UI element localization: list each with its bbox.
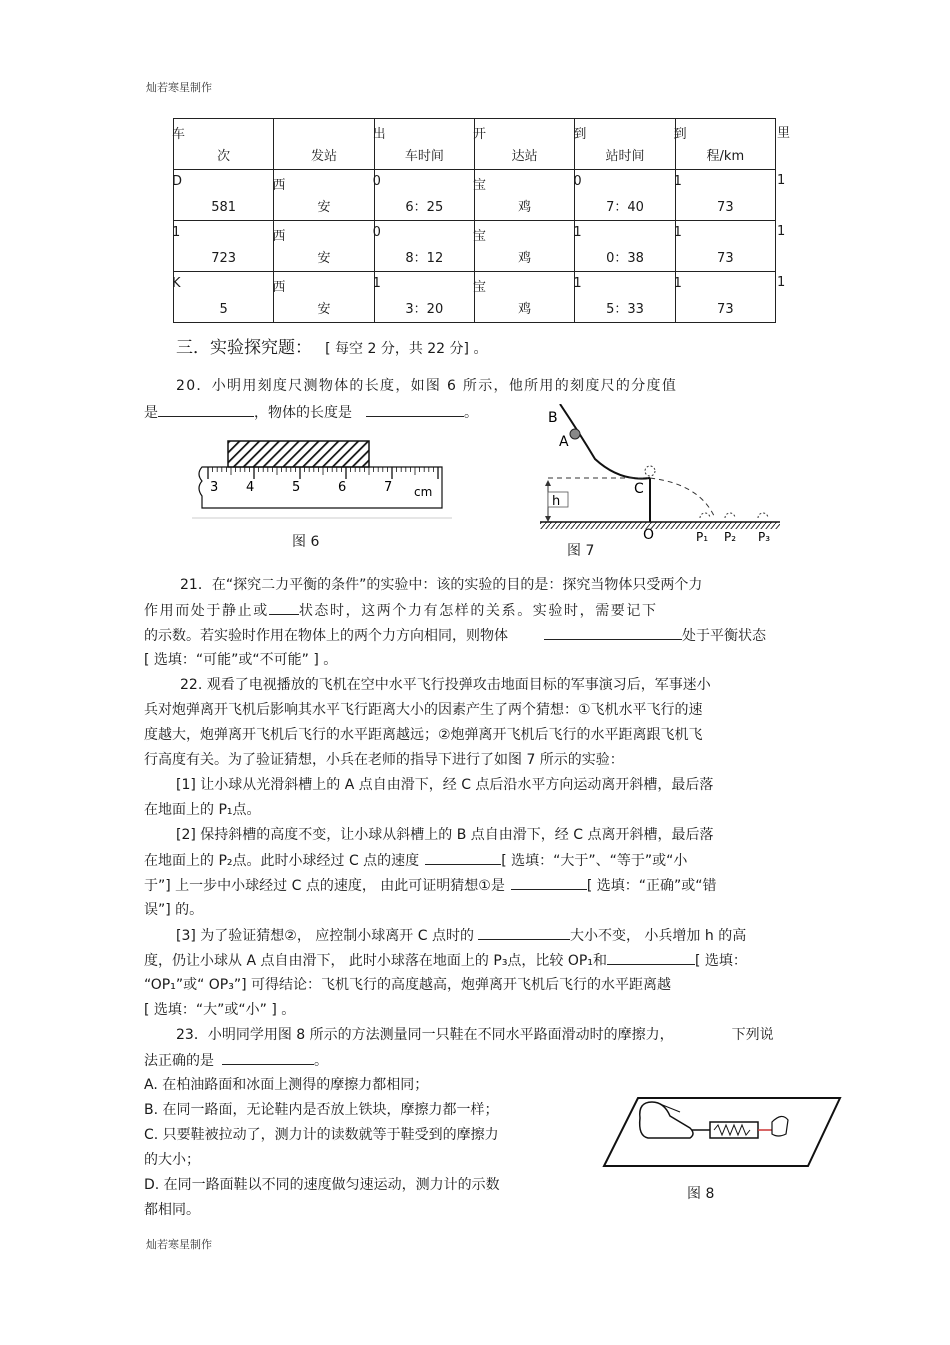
q23-blank[interactable] <box>222 1049 314 1065</box>
q21-text-b: 状态时，这两个力有怎样的关系。实验时，需要记下 <box>298 603 658 619</box>
tick-label-7: 7 <box>384 480 393 495</box>
page-header: 灿若寒星制作 <box>146 81 212 94</box>
q20-line2 <box>144 401 478 422</box>
q21-text-a: 作用而处于静止或 <box>144 603 269 619</box>
label-P3: P₃ <box>758 530 771 544</box>
q22-text-d: [ 选填：“正确”或“错 <box>586 878 717 894</box>
table-cell <box>675 272 775 323</box>
figure-8-caption: 图 8 <box>687 1186 715 1202</box>
page-footer: 灿若寒星制作 <box>146 1238 212 1251</box>
label-P2: P₂ <box>724 530 737 544</box>
table-cell <box>675 119 775 170</box>
table-cell <box>274 272 374 323</box>
q20-line1: 20．小明用刻度尺测物体的长度，如图 6 所示，他所用的刻度尺的分度值 <box>176 378 678 394</box>
tick-label-5: 5 <box>292 480 301 495</box>
cell-bottom-text: 安 <box>317 302 331 317</box>
q22-line2: 兵对炮弹离开飞机后影响其水平飞行距离大小的因素产生了两个猜想：①飞机水平飞行的速 <box>144 702 703 718</box>
table-row <box>174 170 776 221</box>
cell-top-text: 1 <box>573 276 582 291</box>
train-timetable <box>173 118 776 323</box>
q23-text-d: 。 <box>314 1053 328 1069</box>
cell-top-text: 到 <box>573 127 587 142</box>
cell-bottom-text: 5：33 <box>606 302 644 317</box>
cell-bottom-text: 发站 <box>310 149 337 164</box>
q23-line1 <box>176 1024 774 1044</box>
figure-6-caption: 图 6 <box>292 534 320 550</box>
cell-bottom-text: 安 <box>317 251 331 266</box>
table-cell <box>374 170 474 221</box>
table-cell <box>474 119 574 170</box>
q21-line1: 21．在“探究二力平衡的条件”的实验中：该的实验的目的是：探究当物体只受两个力 <box>180 577 703 593</box>
cell-bottom-text: 0：38 <box>606 251 644 266</box>
label-P1: P₁ <box>696 530 709 544</box>
section-heading <box>176 333 487 358</box>
cell-bottom-text: 达站 <box>511 149 538 164</box>
shoe <box>640 1102 693 1138</box>
label-O: O <box>643 527 655 543</box>
q23-text-c: 法正确的是 <box>144 1053 214 1069</box>
q22-text-h: [ 选填： <box>694 953 747 969</box>
cell-bottom-text: 8：12 <box>405 251 444 266</box>
q22-text-i: “OP₁”或“ OP₃”] 可得结论：飞机飞行的高度越高，炮弹离开飞机后飞行的水平距离越 <box>144 977 672 993</box>
cell-top-text: 1 <box>673 276 682 291</box>
q22-step2-d: 误”] 的。 <box>144 902 204 918</box>
cell-bottom-text: 程/km <box>706 149 745 164</box>
tick-label-4: 4 <box>246 480 255 495</box>
q21-line2 <box>144 599 658 620</box>
cell-bottom-text: 安 <box>317 200 331 215</box>
cell-bottom-text: 鸡 <box>518 302 532 317</box>
q21-blank-2[interactable] <box>544 624 682 640</box>
label-h: h <box>552 494 561 509</box>
cell-top-text: 开 <box>472 127 486 142</box>
table-edge-text: 1 <box>777 275 786 290</box>
q22-text-g: 度，仍让小球从 A 点自由滑下， 此时小球落在地面上的 P₃点，比较 OP₁和 <box>144 953 607 969</box>
cell-bottom-text: 581 <box>211 200 237 215</box>
cell-top-text: 车 <box>172 127 186 142</box>
cell-top-text: 西 <box>272 178 286 193</box>
q23-line2 <box>144 1049 328 1070</box>
q22-step2-b <box>144 849 687 870</box>
cell-bottom-text: 7：40 <box>606 200 644 215</box>
cell-bottom-text: 站时间 <box>605 149 645 164</box>
q22-line1: 22. 观看了电视播放的飞机在空中水平飞行投弹攻击地面目标的军事演习后，军事迷小 <box>180 677 711 693</box>
table-edge-text: 1 <box>777 224 786 239</box>
table-cell <box>675 221 775 272</box>
table-cell <box>575 272 675 323</box>
q22-text-b: [ 选填：“大于”、“等于”或“小 <box>501 853 688 869</box>
label-B: B <box>548 410 558 426</box>
q20-blank-1[interactable] <box>158 401 254 417</box>
q23-option-b[interactable]: B. 在同一路面，无论鞋内是否放上铁块，摩擦力都一样； <box>144 1102 499 1118</box>
q21-line3 <box>144 624 766 645</box>
table-cell <box>374 119 474 170</box>
cell-bottom-text: 3：20 <box>405 302 444 317</box>
q22-text-c: 于”] 上一步中小球经过 C 点的速度， 由此可证明猜想①是 <box>144 878 505 894</box>
cell-top-text: K <box>172 276 181 291</box>
table-cell <box>575 221 675 272</box>
q22-step3-c <box>144 974 671 994</box>
q22-step2-c <box>144 874 717 895</box>
q20-text-a: 是 <box>144 405 158 421</box>
table-cell <box>675 170 775 221</box>
hand <box>772 1116 788 1136</box>
section-title: 三．实验探究题： <box>176 338 312 358</box>
table-cell <box>474 221 574 272</box>
cell-top-text: 到 <box>673 127 687 142</box>
table-cell <box>575 170 675 221</box>
cell-bottom-text: 车时间 <box>404 149 444 164</box>
table-cell <box>274 119 374 170</box>
q20-text-b: ，物体的长度是 <box>254 405 352 421</box>
cell-top-text: 宝 <box>472 280 486 295</box>
table-cell <box>274 221 374 272</box>
cell-top-text: 1 <box>372 276 381 291</box>
q22-line4: 行高度有关。为了验证猜想，小兵在老师的指导下进行了如图 7 所示的实验： <box>144 752 624 768</box>
q22-text-a: 在地面上的 P₂点。此时小球经过 C 点的速度 <box>144 853 420 869</box>
label-A: A <box>559 434 569 450</box>
q22-blank-3[interactable] <box>478 924 570 940</box>
cell-top-text: 宝 <box>472 178 486 193</box>
q23-option-c[interactable]: C. 只要鞋被拉动了，测力计的读数就等于鞋受到的摩擦力 <box>144 1127 499 1143</box>
ruler-body <box>199 467 442 508</box>
q22-step1-b: 在地面上的 P₁点。 <box>144 802 261 818</box>
table-edge-text: 1 <box>777 173 786 188</box>
ball <box>570 429 580 439</box>
table-row <box>174 221 776 272</box>
table-cell <box>174 170 274 221</box>
figure-7-ramp <box>540 404 785 550</box>
q23-option-c-cont: 的大小； <box>144 1152 200 1168</box>
q22-step1-a: [1] 让小球从光滑斜槽上的 A 点自由滑下，经 C 点后沿水平方向运动离开斜槽，最后落 <box>176 777 714 793</box>
cell-top-text: D <box>172 174 183 189</box>
trajectory <box>650 478 715 518</box>
cell-bottom-text: 73 <box>717 200 734 215</box>
ground <box>540 522 780 529</box>
figure-7-caption: 图 7 <box>567 543 595 559</box>
q22-line3: 度越大，炮弹离开飞机后飞行的水平距离越远；②炮弹离开飞机后飞行的水平距离跟飞机飞 <box>144 727 703 743</box>
section-note: [ 每空 2 分，共 22 分] 。 <box>325 341 488 357</box>
cell-bottom-text: 5 <box>219 302 228 317</box>
q21-blank-1[interactable] <box>269 599 299 615</box>
table-cell <box>274 170 374 221</box>
q22-text-e: [3] 为了验证猜想②， 应控制小球离开 C 点时的 <box>176 928 474 944</box>
cell-top-text: 西 <box>272 229 286 244</box>
q22-step3-d: [ 选填：“大”或“小” ] 。 <box>144 1002 296 1018</box>
cell-bottom-text: 73 <box>717 302 734 317</box>
cell-top-text: 出 <box>372 127 386 142</box>
table-cell <box>474 272 574 323</box>
q23-text-b: 下列说 <box>731 1027 774 1043</box>
table-row <box>174 272 776 323</box>
ramp-curve <box>560 404 650 479</box>
q23-option-a[interactable]: A. 在柏油路面和冰面上测得的摩擦力都相同； <box>144 1077 429 1093</box>
table-cell <box>174 221 274 272</box>
tick-label-6: 6 <box>338 480 347 495</box>
table-cell <box>374 221 474 272</box>
cell-bottom-text: 6：25 <box>405 200 444 215</box>
q20-blank-2[interactable] <box>366 401 464 417</box>
cell-top-text: 1 <box>573 225 582 240</box>
q21-line4: [ 选填：“可能”或“不可能” ] 。 <box>144 652 338 668</box>
cell-top-text: 1 <box>673 225 682 240</box>
q23-text-a: 23．小明同学用图 8 所示的方法测量同一只鞋在不同水平路面滑动时的摩擦力， <box>176 1027 674 1043</box>
tick-label-3: 3 <box>210 480 219 495</box>
table-cell <box>174 272 274 323</box>
cell-bottom-text: 次 <box>217 149 231 164</box>
table-cell <box>474 170 574 221</box>
q22-blank-1[interactable] <box>425 849 501 865</box>
q22-step3-a <box>176 924 746 945</box>
cell-top-text: 0 <box>372 225 381 240</box>
q21-text-c: 的示数。若实验时作用在物体上的两个力方向相同，则物体 <box>144 628 508 644</box>
cell-top-text: 宝 <box>472 229 486 244</box>
q22-blank-4[interactable] <box>607 949 695 965</box>
cell-top-text: 0 <box>573 174 582 189</box>
q21-text-d: 处于平衡状态 <box>682 628 766 644</box>
cell-bottom-text: 鸡 <box>518 251 532 266</box>
cell-bottom-text: 73 <box>717 251 734 266</box>
q22-blank-2[interactable] <box>511 874 587 890</box>
cell-top-text: 西 <box>272 280 286 295</box>
table-cell <box>174 119 274 170</box>
measured-object <box>228 441 369 467</box>
cell-top-text: 0 <box>372 174 381 189</box>
figure-6-ruler <box>192 438 452 522</box>
table-row <box>174 119 776 170</box>
label-C: C <box>634 481 644 497</box>
q22-text-f: 大小不变， 小兵增加 h 的高 <box>569 928 747 944</box>
q20-text-c: 。 <box>464 405 478 421</box>
cell-bottom-text: 鸡 <box>518 200 532 215</box>
ruler-unit: cm <box>414 485 433 499</box>
ruler-ticks <box>208 467 438 479</box>
cell-top-text: 1 <box>172 225 181 240</box>
q23-option-d[interactable]: D. 在同一路面鞋以不同的速度做匀速运动，测力计的示数 <box>144 1177 500 1193</box>
table-cell <box>374 272 474 323</box>
figure-8-shoe-friction <box>600 1090 844 1170</box>
q22-step3-b <box>144 949 747 970</box>
q23-option-d-cont: 都相同。 <box>144 1202 200 1218</box>
table-cell <box>575 119 675 170</box>
cell-top-text: 1 <box>673 174 682 189</box>
table-edge-text: 里 <box>777 126 791 141</box>
q22-step2-a: [2] 保持斜槽的高度不变，让小球从斜槽上的 B 点自由滑下，经 C 点离开斜槽，最后落 <box>176 827 714 843</box>
cell-bottom-text: 723 <box>211 251 237 266</box>
